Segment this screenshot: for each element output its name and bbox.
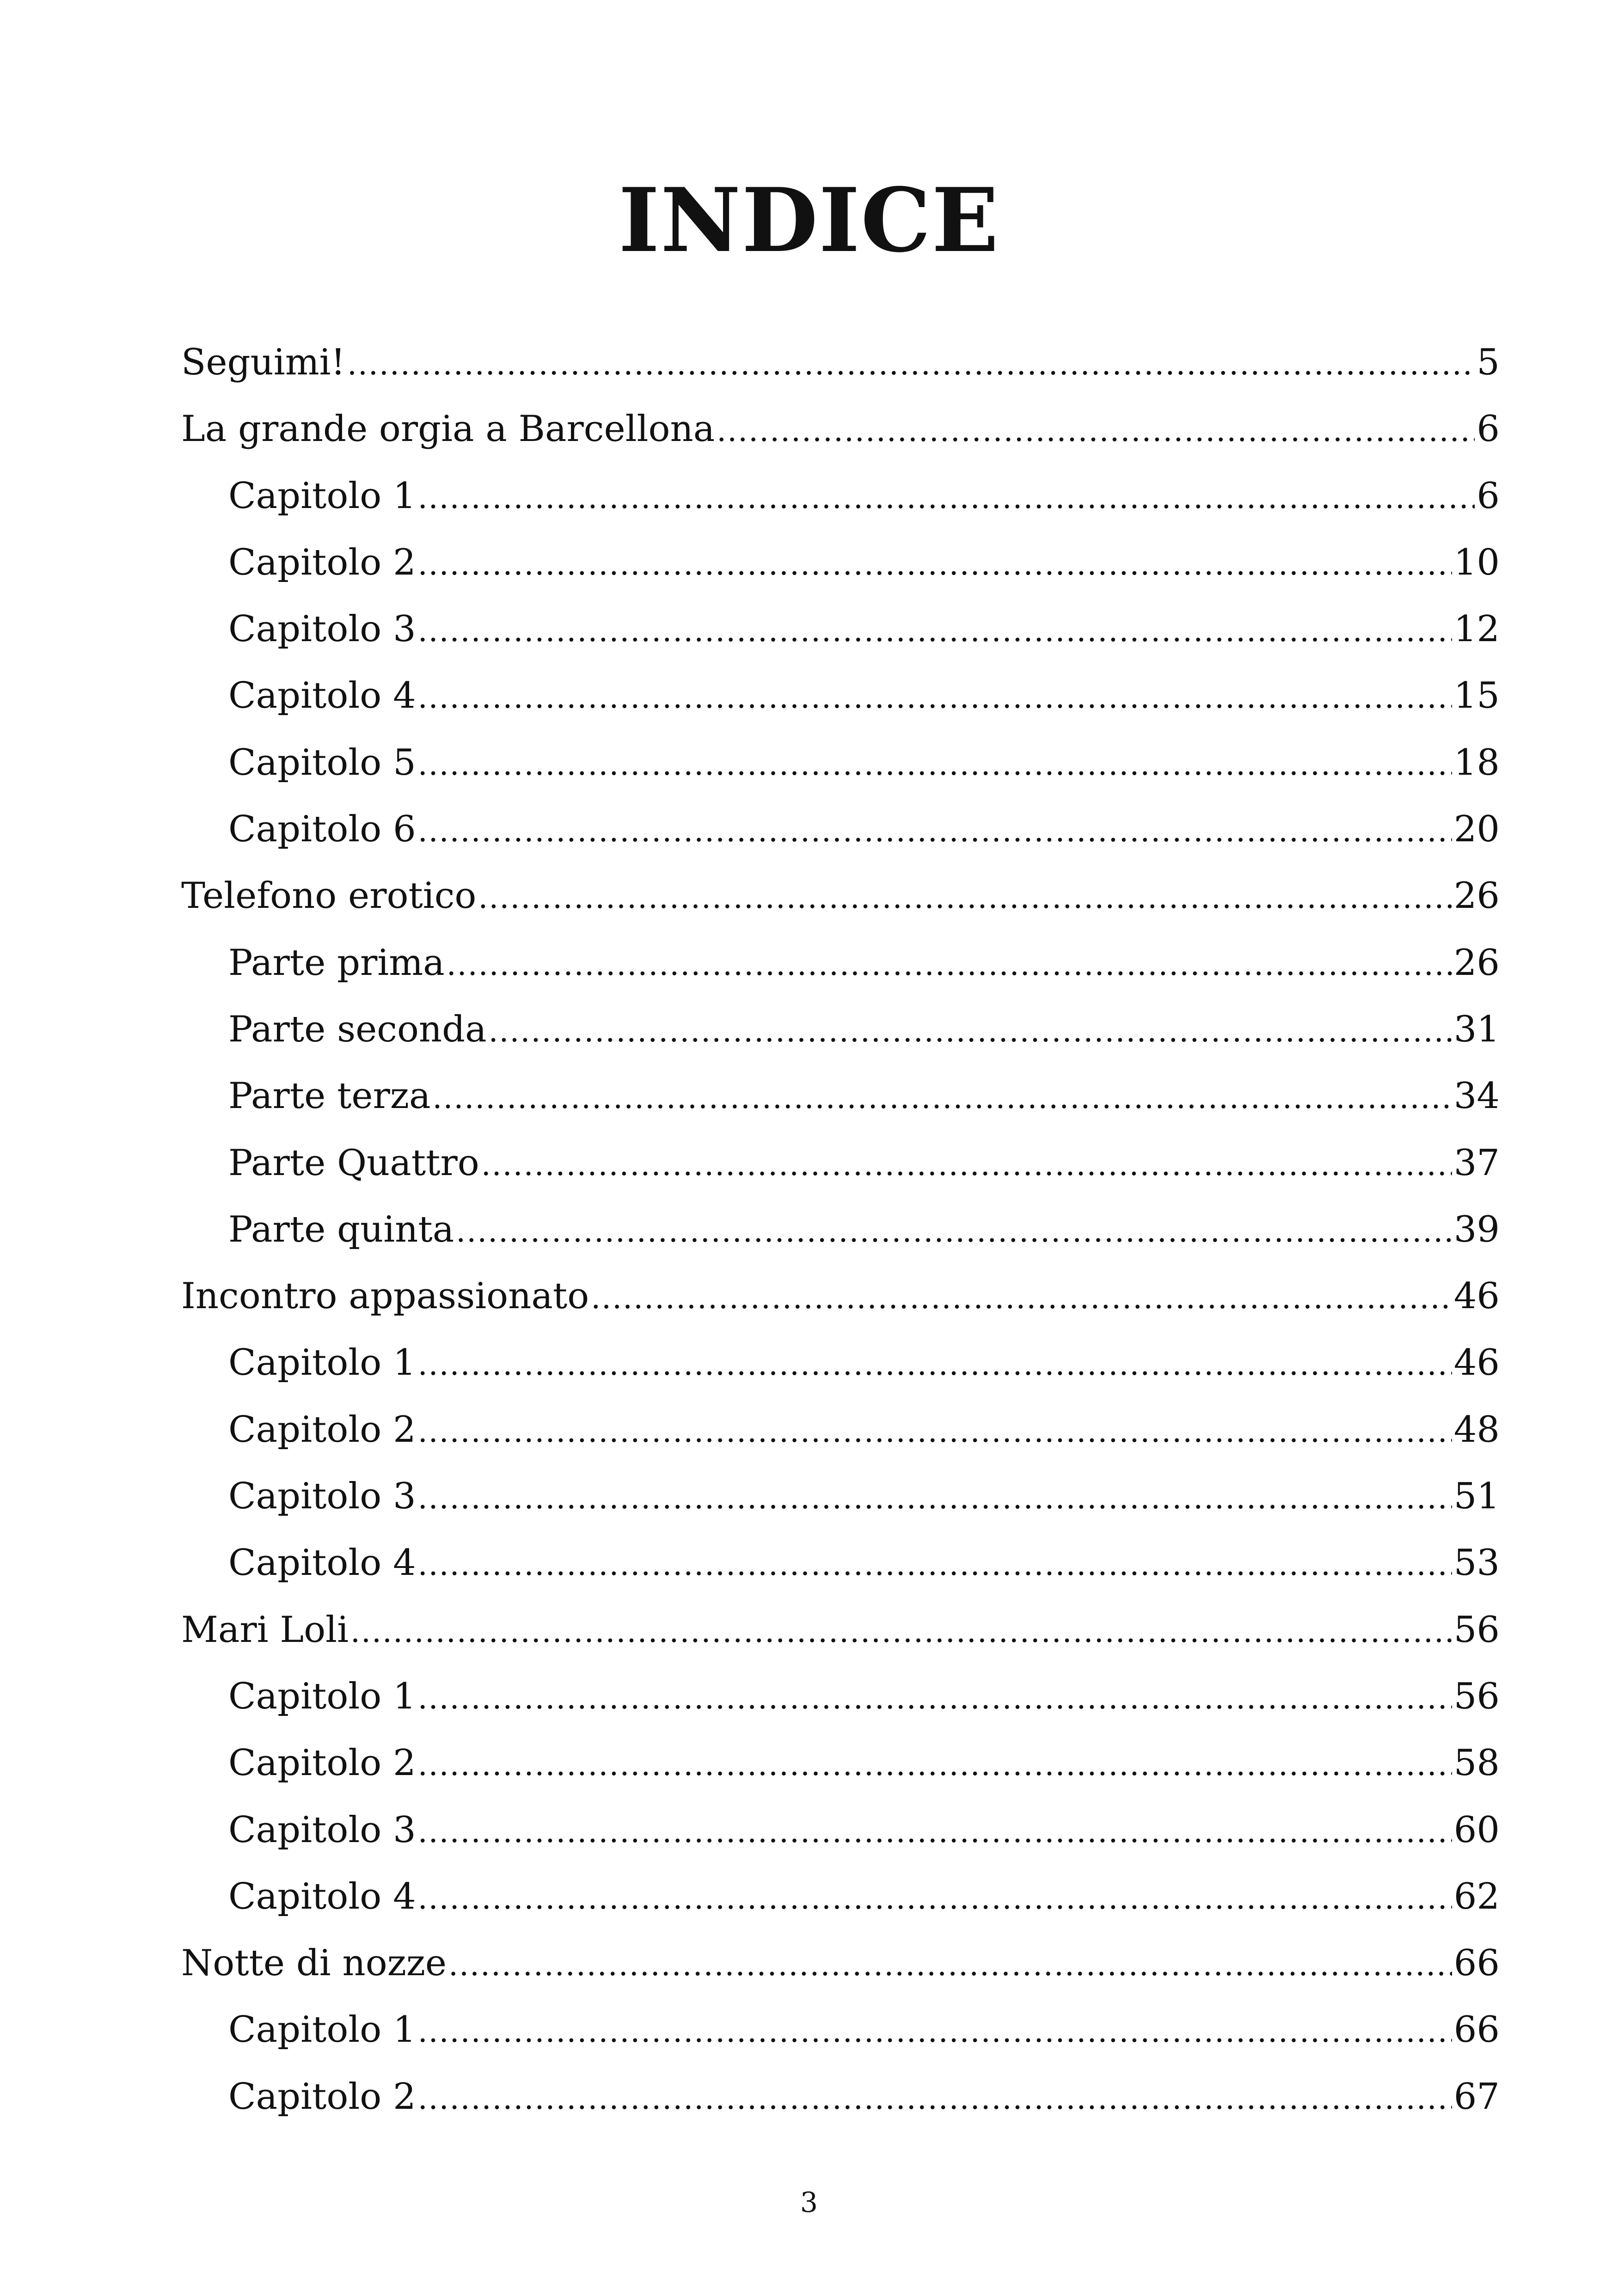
- toc-entry-page-number: 18: [1453, 741, 1500, 784]
- toc-entry-page-number: 56: [1453, 1675, 1500, 1717]
- toc-subsection-entry[interactable]: [181, 1730, 1500, 1796]
- toc-entry-page-number: 15: [1453, 675, 1500, 717]
- toc-section-entry[interactable]: [181, 329, 1500, 396]
- page-number: 3: [800, 2186, 818, 2219]
- toc-subsection-entry[interactable]: [181, 662, 1500, 729]
- toc-subsection-entry[interactable]: [181, 1329, 1500, 1396]
- toc-subsection-entry[interactable]: [181, 930, 1500, 996]
- toc-entry-page-number: 37: [1453, 1142, 1500, 1184]
- toc-dot-leader: [591, 1263, 1452, 1331]
- toc-entry-label: Capitolo 4: [228, 1875, 416, 1917]
- toc-entry-label: Capitolo 1: [228, 2009, 416, 2051]
- toc-dot-leader: [478, 863, 1452, 931]
- toc-subsection-entry[interactable]: [181, 1530, 1500, 1596]
- toc-subsection-entry[interactable]: [181, 596, 1500, 662]
- toc-entry-page-number: 5: [1477, 342, 1500, 383]
- toc-entry-page-number: 46: [1453, 1342, 1500, 1384]
- toc-entry-label: Capitolo 2: [228, 2076, 416, 2118]
- toc-subsection-entry[interactable]: [181, 1663, 1500, 1730]
- toc-subsection-entry[interactable]: [181, 1196, 1500, 1263]
- toc-dot-leader: [418, 1730, 1452, 1798]
- toc-entry-page-number: 20: [1453, 808, 1500, 851]
- toc-dot-leader: [456, 1196, 1452, 1265]
- toc-entry-page-number: 62: [1453, 1875, 1500, 1917]
- toc-entry-label: Mari Loli: [181, 1609, 349, 1651]
- toc-dot-leader: [418, 662, 1452, 731]
- toc-subsection-entry[interactable]: [181, 463, 1500, 529]
- toc-dot-leader: [448, 1930, 1452, 1998]
- toc-entry-label: Parte prima: [228, 942, 445, 984]
- toc-section-entry[interactable]: [181, 863, 1500, 929]
- toc-subsection-entry[interactable]: [181, 1063, 1500, 1129]
- toc-dot-leader: [717, 396, 1475, 464]
- toc-section-entry[interactable]: [181, 1930, 1500, 1996]
- toc-entry-label: Notte di nozze: [181, 1942, 447, 1984]
- toc-entry-label: Capitolo 2: [228, 1408, 416, 1451]
- toc-entry-label: Capitolo 1: [228, 475, 416, 517]
- toc-dot-leader: [447, 930, 1452, 998]
- toc-entry-label: La grande orgia a Barcellona: [181, 408, 715, 450]
- toc-entry-page-number: 12: [1453, 608, 1500, 650]
- toc-entry-label: Incontro appassionato: [181, 1275, 589, 1317]
- toc-entry-label: Capitolo 3: [228, 608, 416, 650]
- toc-entry-page-number: 31: [1453, 1008, 1500, 1050]
- toc-entry-page-number: 10: [1453, 541, 1500, 583]
- toc-entry-page-number: 51: [1453, 1476, 1500, 1518]
- toc-entry-page-number: 66: [1453, 2009, 1500, 2051]
- toc-dot-leader: [418, 463, 1475, 531]
- toc-entry-page-number: 58: [1453, 1742, 1500, 1784]
- toc-entry-page-number: 34: [1453, 1075, 1500, 1117]
- toc-dot-leader: [418, 1463, 1452, 1531]
- toc-entry-label: Capitolo 2: [228, 541, 416, 583]
- toc-entry-label: Parte quinta: [228, 1208, 454, 1250]
- toc-subsection-entry[interactable]: [181, 2063, 1500, 2130]
- toc-entry-page-number: 39: [1453, 1208, 1500, 1250]
- toc-entry-label: Capitolo 4: [228, 1542, 416, 1584]
- toc-dot-leader: [418, 1530, 1452, 1598]
- table-of-contents: [181, 329, 1500, 2130]
- toc-entry-page-number: 6: [1477, 408, 1500, 450]
- toc-entry-page-number: 60: [1453, 1809, 1500, 1851]
- toc-subsection-entry[interactable]: [181, 1797, 1500, 1863]
- toc-dot-leader: [418, 1996, 1452, 2065]
- toc-subsection-entry[interactable]: [181, 996, 1500, 1063]
- toc-dot-leader: [489, 996, 1452, 1065]
- toc-dot-leader: [432, 1063, 1452, 1131]
- toc-subsection-entry[interactable]: [181, 1130, 1500, 1196]
- toc-dot-leader: [418, 2063, 1452, 2132]
- toc-entry-label: Telefono erotico: [181, 875, 477, 917]
- toc-entry-page-number: 6: [1477, 475, 1500, 517]
- toc-entry-page-number: 48: [1453, 1408, 1500, 1451]
- toc-dot-leader: [418, 1663, 1452, 1732]
- toc-entry-label: Capitolo 1: [228, 1342, 416, 1384]
- toc-subsection-entry[interactable]: [181, 1863, 1500, 1930]
- toc-subsection-entry[interactable]: [181, 796, 1500, 863]
- toc-entry-page-number: 67: [1453, 2076, 1500, 2118]
- toc-section-entry[interactable]: [181, 1597, 1500, 1663]
- toc-dot-leader: [418, 729, 1452, 798]
- toc-entry-page-number: 46: [1453, 1275, 1500, 1317]
- toc-subsection-entry[interactable]: [181, 1396, 1500, 1463]
- toc-subsection-entry[interactable]: [181, 729, 1500, 796]
- page-title: INDICE: [618, 169, 1000, 272]
- toc-subsection-entry[interactable]: [181, 1996, 1500, 2063]
- toc-dot-leader: [418, 1329, 1452, 1398]
- toc-entry-label: Capitolo 3: [228, 1476, 416, 1518]
- toc-entry-page-number: 26: [1453, 875, 1500, 917]
- toc-entry-label: Capitolo 5: [228, 741, 416, 784]
- toc-dot-leader: [347, 329, 1475, 398]
- toc-dot-leader: [418, 1396, 1452, 1465]
- toc-entry-label: Parte terza: [228, 1075, 431, 1117]
- toc-subsection-entry[interactable]: [181, 1463, 1500, 1530]
- toc-entry-label: Capitolo 3: [228, 1809, 416, 1851]
- toc-entry-page-number: 53: [1453, 1542, 1500, 1584]
- toc-entry-label: Capitolo 4: [228, 675, 416, 717]
- toc-entry-label: Capitolo 6: [228, 808, 416, 851]
- toc-entry-label: Capitolo 2: [228, 1742, 416, 1784]
- toc-section-entry[interactable]: [181, 1263, 1500, 1329]
- toc-dot-leader: [418, 596, 1452, 664]
- toc-dot-leader: [350, 1597, 1452, 1665]
- toc-entry-label: Capitolo 1: [228, 1675, 416, 1717]
- toc-dot-leader: [418, 529, 1452, 598]
- toc-entry-label: Seguimi!: [181, 342, 345, 383]
- toc-dot-leader: [418, 1863, 1452, 1932]
- toc-dot-leader: [481, 1130, 1452, 1198]
- toc-entry-page-number: 66: [1453, 1942, 1500, 1984]
- toc-entry-page-number: 56: [1453, 1609, 1500, 1651]
- toc-entry-page-number: 26: [1453, 942, 1500, 984]
- toc-entry-label: Parte Quattro: [228, 1142, 479, 1184]
- toc-entry-label: Parte seconda: [228, 1008, 487, 1050]
- toc-section-entry[interactable]: [181, 396, 1500, 462]
- toc-dot-leader: [418, 796, 1452, 864]
- toc-dot-leader: [418, 1797, 1452, 1865]
- toc-subsection-entry[interactable]: [181, 529, 1500, 596]
